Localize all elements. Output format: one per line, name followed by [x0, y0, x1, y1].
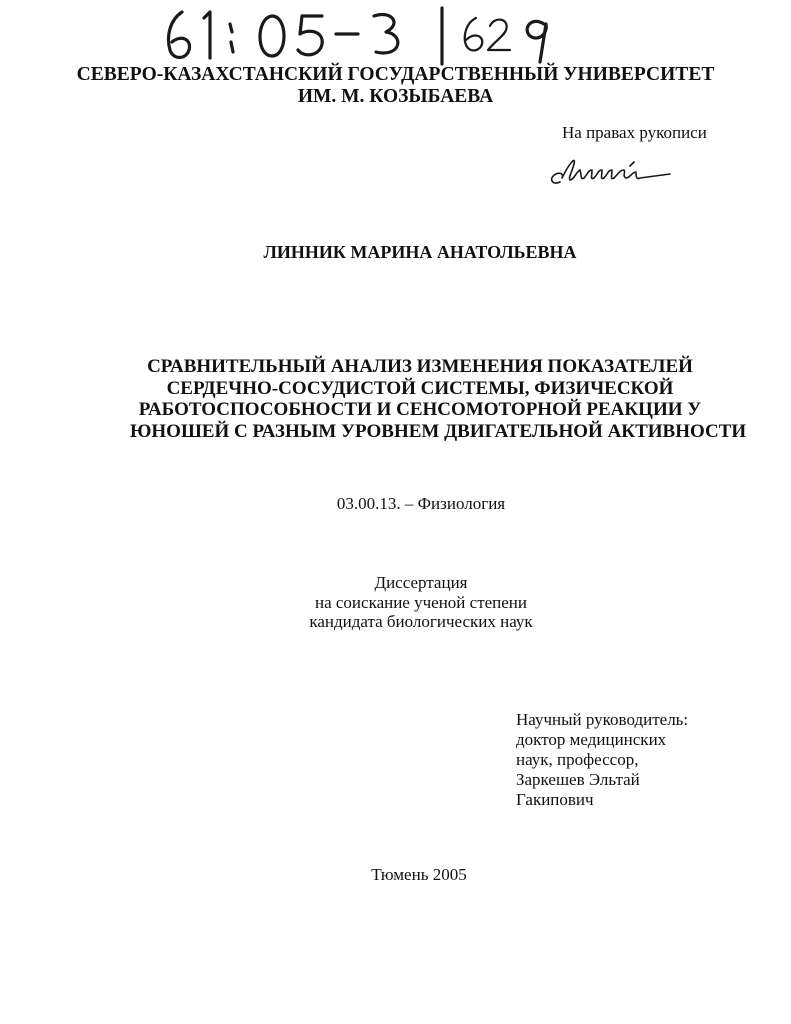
title-line: РАБОТОСПОСОБНОСТИ И СЕНСОМОТОРНОЙ РЕАКЦИИ У: [138, 399, 702, 421]
university-name-line-1: СЕВЕРО-КАЗАХСТАНСКИЙ ГОСУДАРСТВЕННЫЙ УНИВЕРСИТЕТ: [76, 64, 715, 85]
author-name: ЛИННИК МАРИНА АНАТОЛЬЕВНА: [263, 242, 577, 262]
city-and-year: Тюмень 2005: [371, 865, 467, 884]
supervisor-degree: доктор медицинских: [516, 730, 667, 749]
specialty-code: 03.00.13. – Физиология: [336, 494, 506, 513]
supervisor-heading: Научный руководитель:: [516, 710, 689, 729]
supervisor-patronymic: Гакипович: [516, 790, 594, 809]
supervisor-block: [516, 710, 688, 810]
university-name-line-2: ИМ. М. КОЗЫБАЕВА: [297, 86, 494, 107]
title-line: СЕРДЕЧНО-СОСУДИСТОЙ СИСТЕМЫ, ФИЗИЧЕСКОЙ: [166, 377, 674, 399]
degree-purpose: на соискание ученой степени: [314, 592, 528, 612]
handwritten-signature: [546, 152, 676, 192]
handwritten-archive-code: [160, 2, 580, 68]
supervisor-name: Заркешев Эльтай: [516, 770, 640, 789]
rights-note: На правах рукописи: [562, 123, 707, 142]
title-line: ЮНОШЕЙ С РАЗНЫМ УРОВНЕМ ДВИГАТЕЛЬНОЙ АКТИВНОСТИ: [130, 421, 747, 443]
degree-name: кандидата биологических наук: [309, 612, 533, 631]
dissertation-degree-block: [0, 573, 791, 632]
title-line: СРАВНИТЕЛЬНЫЙ АНАЛИЗ ИЗМЕНЕНИЯ ПОКАЗАТЕЛЕЙ: [147, 356, 693, 377]
dissertation-title: [130, 356, 747, 443]
supervisor-title: наук, профессор,: [516, 750, 639, 769]
dissertation-label: Диссертация: [374, 573, 468, 592]
